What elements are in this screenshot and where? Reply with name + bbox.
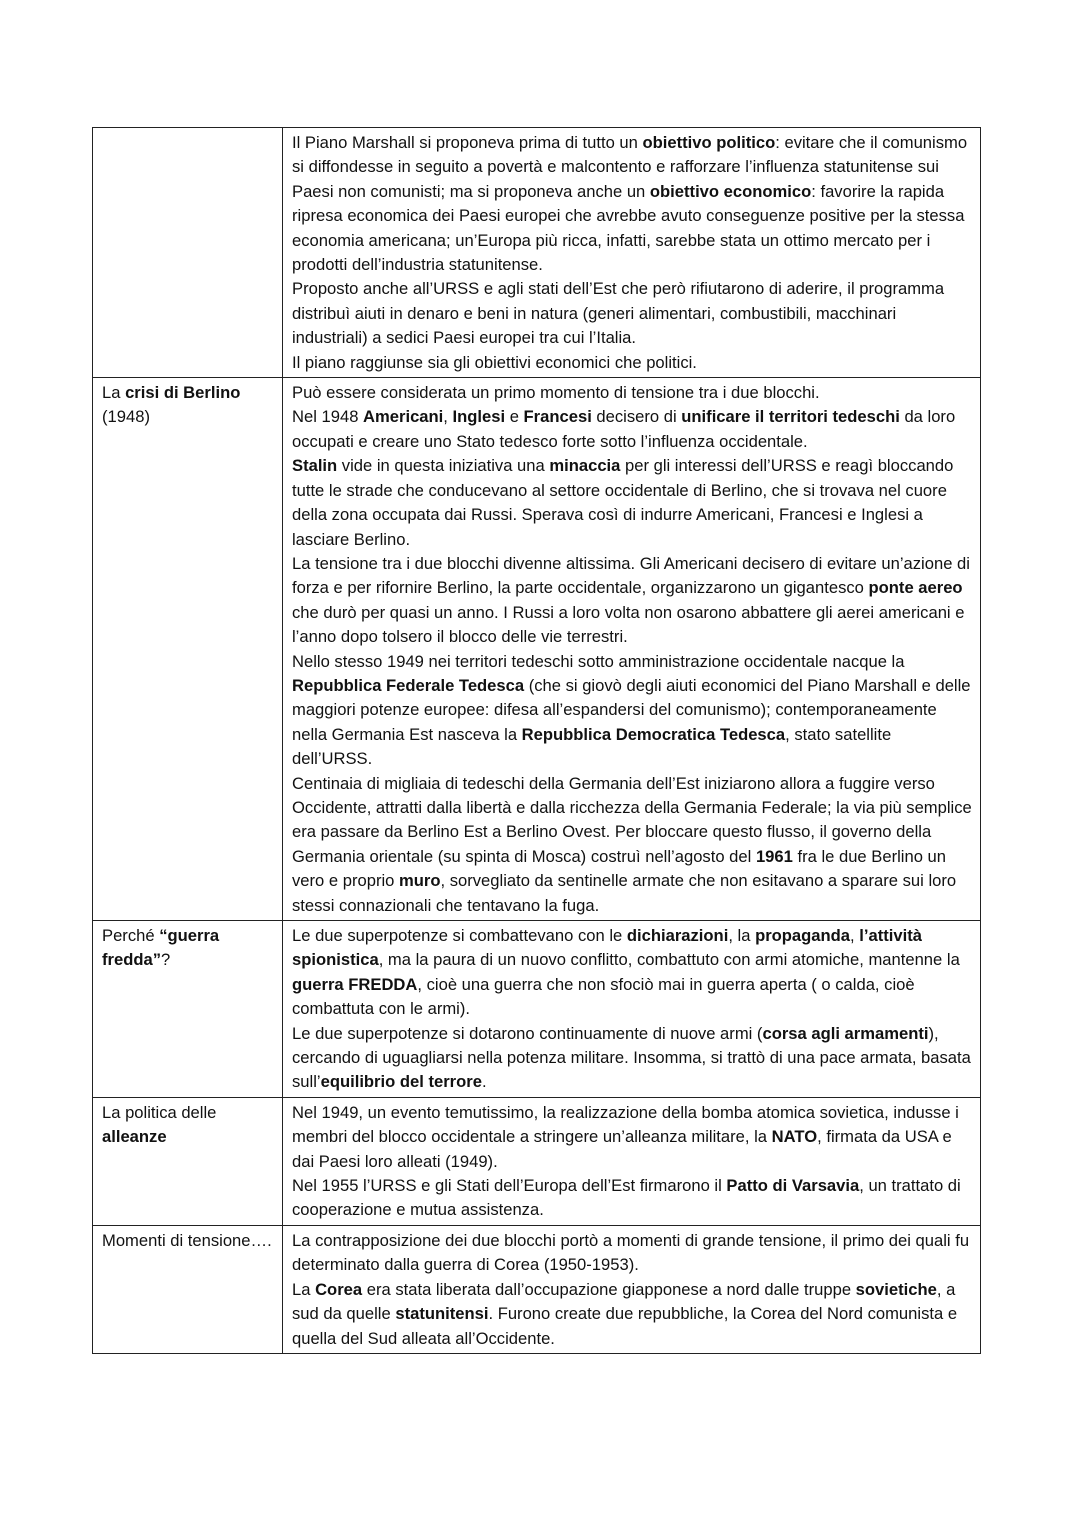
paragraph bbox=[292, 1229, 972, 1278]
content-cell bbox=[283, 1097, 981, 1225]
paragraph bbox=[292, 1174, 972, 1223]
content-cell bbox=[283, 128, 981, 378]
text-segment: Le due superpotenze si combattevano con le bbox=[292, 926, 627, 945]
text-segment: che durò per quasi un anno. I Russi a loro volta non osarono abbattere gli aerei americani e l’anno dopo tolsero il blocco delle vie terrestri. bbox=[292, 602, 965, 647]
text-segment: , stato satellite dell’URSS. bbox=[292, 724, 892, 769]
bold-text: equilibrio del terrore bbox=[320, 1072, 482, 1092]
text-segment: La contrapposizione dei due blocchi portò a momenti di grande tensione, il primo dei quali fu determinato dalla guerra di Corea (1950-1953). bbox=[292, 1230, 970, 1275]
table-row bbox=[93, 378, 981, 921]
table-row bbox=[93, 1097, 981, 1225]
bold-text: corsa agli armamenti bbox=[762, 1023, 929, 1043]
bold-text: Inglesi bbox=[452, 407, 506, 427]
paragraph bbox=[292, 1278, 972, 1351]
bold-text: dichiarazioni bbox=[626, 926, 729, 945]
text-segment: e bbox=[505, 407, 524, 427]
text-segment: Il piano raggiunse sia gli obiettivi economici che politici. bbox=[292, 352, 697, 372]
text-segment: ), cercando di uguagliarsi nella potenza militare. Insomma, si trattò di una pace armata, basata sull’ bbox=[292, 1023, 971, 1092]
bold-text: NATO bbox=[771, 1127, 818, 1147]
bold-text: statunitensi bbox=[395, 1304, 489, 1324]
text-segment: , firmata da USA e dai Paesi loro alleati (1949). bbox=[292, 1127, 952, 1171]
paragraph bbox=[292, 454, 972, 552]
text-segment: La bbox=[102, 383, 126, 403]
text-segment: : evitare che il comunismo si diffondesse in seguito a povertà e malcontento e rafforzare l’influenza statunitense sui Paesi non comunisti; ma si proponeva anche un bbox=[292, 133, 968, 201]
bold-text: Patto di Varsavia bbox=[726, 1176, 860, 1196]
bold-text: Repubblica Federale Tedesca bbox=[292, 675, 525, 695]
paragraph bbox=[292, 924, 972, 1022]
topic-cell bbox=[93, 378, 283, 921]
notes-table-body bbox=[93, 128, 981, 1354]
text-segment: La tensione tra i due blocchi divenne altissima. Gli Americani decisero di evitare un’azione di forza e per rifornire Berlino, la parte occidentale, organizzarono un gigantesco bbox=[292, 553, 970, 598]
text-segment: . Furono create due repubbliche, la Corea del Nord comunista e quella del Sud alleata all’Occidente. bbox=[292, 1304, 958, 1348]
text-segment: Momenti di tensione…. bbox=[102, 1230, 272, 1250]
bold-text: minaccia bbox=[549, 456, 621, 476]
table-row bbox=[93, 921, 981, 1098]
text-segment: , un trattato di cooperazione e mutua assistenza. bbox=[292, 1176, 961, 1220]
notes-table bbox=[92, 127, 981, 1354]
topic-label bbox=[102, 924, 274, 973]
paragraph bbox=[292, 1101, 972, 1174]
topic-cell bbox=[93, 1097, 283, 1225]
bold-text: alleanze bbox=[102, 1127, 167, 1147]
bold-text: obiettivo politico bbox=[642, 133, 776, 152]
text-segment: , bbox=[443, 407, 453, 427]
bold-text: Francesi bbox=[523, 407, 592, 427]
content-cell bbox=[283, 921, 981, 1098]
text-segment: , cioè una guerra che non sfociò mai in guerra aperta ( o calda, cioè combattuta con le armi). bbox=[292, 974, 915, 1019]
text-segment: da loro occupati e creare uno Stato tedesco forte sotto l’influenza occidentale. bbox=[292, 407, 956, 451]
text-segment: , ma la paura di un nuovo conflitto, combattuto con armi atomiche, mantenne la bbox=[378, 950, 960, 970]
bold-text: sovietiche bbox=[855, 1279, 937, 1299]
topic-label bbox=[102, 381, 274, 430]
content-cell bbox=[283, 1225, 981, 1353]
text-segment: Il Piano Marshall si proponeva prima di tutto un bbox=[292, 133, 643, 152]
paragraph bbox=[292, 552, 972, 650]
paragraph bbox=[292, 277, 972, 350]
bold-text: ponte aereo bbox=[868, 578, 963, 598]
text-segment: Nel 1949, un evento temutissimo, la realizzazione della bomba atomica sovietica, indusse i membri del blocco occidentale a stringere un’alleanza militare, la bbox=[292, 1102, 959, 1147]
topic-label bbox=[102, 1229, 274, 1253]
topic-cell bbox=[93, 921, 283, 1098]
content-cell bbox=[283, 378, 981, 921]
paragraph bbox=[292, 131, 972, 277]
text-segment: Proposto anche all’URSS e agli stati dell’Est che però rifiutarono di aderire, il programma distribuì aiuti in denaro e beni in natura (generi alimentari, combustibili, macchinari industriali) a sedici Paesi europei tra cui l’Italia. bbox=[292, 279, 945, 348]
bold-text: unificare il territori tedeschi bbox=[681, 407, 900, 427]
bold-text: l’attività spionistica bbox=[292, 926, 922, 970]
text-segment: Centinaia di migliaia di tedeschi della Germania dell’Est iniziarono allora a fuggire verso Occidente, attratti dalla libertà e dalla ricchezza della Germania Federale; la via più semplice era passare da Berlino Est a Berlino Ovest. Per bloccare questo flusso, il governo della Germania orientale (su spinta di Mosca) costruì nell’agosto del bbox=[292, 773, 972, 866]
bold-text: guerra FREDDA bbox=[292, 974, 418, 994]
bold-text: propaganda bbox=[755, 926, 851, 945]
table-row bbox=[93, 1225, 981, 1353]
text-segment: , la bbox=[728, 926, 756, 945]
paragraph bbox=[292, 381, 972, 405]
table-row bbox=[93, 128, 981, 378]
text-segment: La bbox=[292, 1279, 316, 1299]
bold-text: Repubblica Democratica Tedesca bbox=[521, 724, 786, 744]
text-segment: , a sud da quelle bbox=[292, 1279, 956, 1324]
text-segment: Nello stesso 1949 nei territori tedeschi sotto amministrazione occidentale nacque la bbox=[292, 651, 905, 671]
text-segment: , sorvegliato da sentinelle armate che non esitavano a sparare sui loro stessi connazionali che tentavano la fuga. bbox=[292, 871, 957, 915]
text-segment: decisero di bbox=[591, 407, 682, 427]
text-segment: La politica delle bbox=[102, 1102, 217, 1122]
topic-label bbox=[102, 1101, 274, 1150]
topic-cell bbox=[93, 128, 283, 378]
text-segment: (che si giovò degli aiuti economici del Piano Marshall e delle maggiori potenze europee: difesa all’espandersi del comunismo); contemporaneamente nella Germania Est nasceva la bbox=[292, 675, 971, 744]
bold-text: crisi di Berlino bbox=[125, 383, 241, 403]
bold-text: 1961 bbox=[755, 846, 793, 866]
topic-cell bbox=[93, 1225, 283, 1353]
text-segment: Le due superpotenze si dotarono continuamente di nuove armi ( bbox=[292, 1023, 763, 1043]
bold-text: obiettivo economico bbox=[649, 181, 812, 201]
paragraph bbox=[292, 351, 972, 375]
bold-text: Stalin bbox=[292, 456, 338, 476]
text-segment: Perché bbox=[102, 926, 160, 945]
text-segment: : favorire la rapida ripresa economica dei Paesi europei che avrebbe avuto conseguenze positive per la stessa economia americana; un’Europa più ricca, infatti, sarebbe stata un ottimo mercato per i prodotti dell’industria statunitense. bbox=[292, 181, 965, 275]
paragraph bbox=[292, 650, 972, 772]
text-segment: Può essere considerata un primo momento di tensione tra i due blocchi. bbox=[292, 383, 820, 403]
bold-text: muro bbox=[399, 871, 441, 891]
bold-text: “guerra fredda” bbox=[102, 926, 220, 970]
text-segment: per gli interessi dell’URSS e reagì bloccando tutte le strade che conducevano al settore occidentale di Berlino, che si trovava nel cuore della zona occupata dai Russi. Sperava così di indurre Americani, Francesi e Inglesi a lasciare Berlino. bbox=[292, 456, 954, 549]
text-segment: . bbox=[481, 1072, 487, 1092]
text-segment: era stata liberata dall’occupazione giapponese a nord dalle truppe bbox=[362, 1279, 856, 1299]
text-segment: (1948) bbox=[102, 407, 150, 427]
text-segment: vide in questa iniziativa una bbox=[337, 456, 550, 476]
paragraph bbox=[292, 405, 972, 454]
text-segment: fra le due Berlino un vero e proprio bbox=[292, 846, 946, 891]
bold-text: Americani bbox=[363, 407, 444, 427]
text-segment: Nel 1955 l’URSS e gli Stati dell’Europa dell’Est firmarono il bbox=[292, 1176, 727, 1196]
text-segment: , bbox=[850, 926, 860, 945]
bold-text: Corea bbox=[315, 1279, 363, 1299]
paragraph bbox=[292, 1022, 972, 1095]
text-segment: ? bbox=[161, 950, 171, 970]
text-segment: Nel 1948 bbox=[292, 407, 364, 427]
paragraph bbox=[292, 772, 972, 918]
